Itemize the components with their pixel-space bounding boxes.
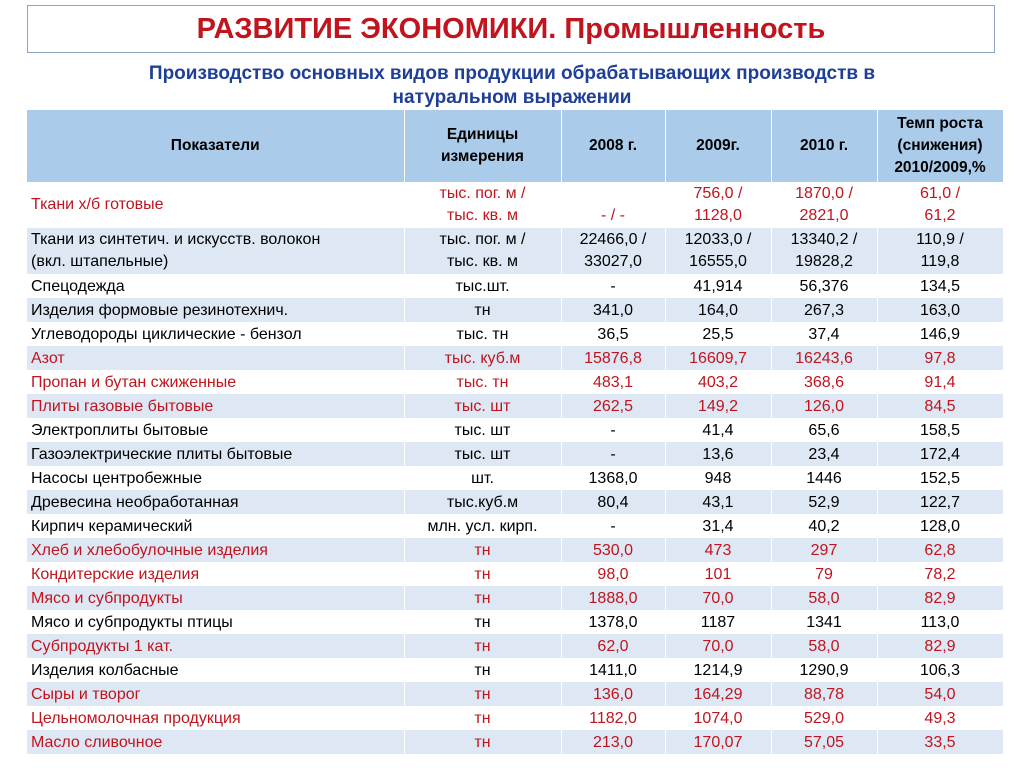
cell-growth: 78,2	[877, 562, 1003, 586]
cell-indicator: Мясо и субпродукты	[27, 586, 404, 610]
table-row	[27, 610, 1003, 634]
table-row	[27, 274, 1003, 298]
cell-2009: 101	[665, 562, 771, 586]
cell-growth: 134,5	[877, 274, 1003, 298]
title-box	[27, 5, 995, 53]
cell-2008: - / -	[561, 182, 665, 228]
subtitle-line-1: Производство основных видов продукции обрабатывающих производств в	[148, 63, 876, 84]
cell-indicator: Масло сливочное	[27, 730, 404, 754]
cell-growth: 33,5	[877, 730, 1003, 754]
table-row	[27, 394, 1003, 418]
cell-2010: 267,3	[771, 298, 877, 322]
cell-growth: 122,7	[877, 490, 1003, 514]
production-table	[27, 110, 1004, 754]
table-row	[27, 442, 1003, 466]
table-row	[27, 298, 1003, 322]
cell-2010: 56,376	[771, 274, 877, 298]
header-unit: Единицы измерения	[404, 110, 561, 182]
cell-2008: -	[561, 274, 665, 298]
cell-2009: 756,0 / 1128,0	[665, 182, 771, 228]
cell-unit: тн	[404, 634, 561, 658]
table-row	[27, 346, 1003, 370]
cell-2009: 43,1	[665, 490, 771, 514]
cell-indicator: Кондитерские изделия	[27, 562, 404, 586]
cell-2010: 1870,0 / 2821,0	[771, 182, 877, 228]
header-2009: 2009г.	[665, 110, 771, 182]
cell-growth: 82,9	[877, 634, 1003, 658]
cell-2010: 368,6	[771, 370, 877, 394]
cell-2010: 65,6	[771, 418, 877, 442]
cell-2010: 16243,6	[771, 346, 877, 370]
table-row	[27, 634, 1003, 658]
cell-2008: -	[561, 442, 665, 466]
cell-unit: тн	[404, 538, 561, 562]
cell-unit: тн	[404, 298, 561, 322]
cell-indicator: Газоэлектрические плиты бытовые	[27, 442, 404, 466]
cell-2008: 341,0	[561, 298, 665, 322]
cell-unit: тн	[404, 730, 561, 754]
cell-growth: 84,5	[877, 394, 1003, 418]
cell-2010: 126,0	[771, 394, 877, 418]
cell-growth: 172,4	[877, 442, 1003, 466]
cell-indicator: Ткани из синтетич. и искусств. волокон (вкл. штапельные)	[27, 228, 404, 274]
cell-2008: 36,5	[561, 322, 665, 346]
cell-growth: 91,4	[877, 370, 1003, 394]
cell-growth: 49,3	[877, 706, 1003, 730]
header-growth: Темп роста (снижения) 2010/2009,%	[877, 110, 1003, 182]
table-row	[27, 538, 1003, 562]
cell-indicator: Изделия колбасные	[27, 658, 404, 682]
cell-2009: 41,914	[665, 274, 771, 298]
cell-2010: 297	[771, 538, 877, 562]
cell-2008: 136,0	[561, 682, 665, 706]
cell-2009: 70,0	[665, 586, 771, 610]
cell-2008: 22466,0 / 33027,0	[561, 228, 665, 274]
cell-growth: 62,8	[877, 538, 1003, 562]
cell-indicator: Углеводороды циклические - бензол	[27, 322, 404, 346]
cell-growth: 152,5	[877, 466, 1003, 490]
cell-unit: тыс. пог. м / тыс. кв. м	[404, 228, 561, 274]
cell-2009: 149,2	[665, 394, 771, 418]
cell-indicator: Субпродукты 1 кат.	[27, 634, 404, 658]
table-row	[27, 658, 1003, 682]
cell-unit: тыс. тн	[404, 322, 561, 346]
cell-2009: 41,4	[665, 418, 771, 442]
cell-unit: тн	[404, 586, 561, 610]
cell-indicator: Цельномолочная продукция	[27, 706, 404, 730]
cell-indicator: Насосы центробежные	[27, 466, 404, 490]
cell-unit: тыс. шт	[404, 394, 561, 418]
table-row	[27, 418, 1003, 442]
table-row	[27, 370, 1003, 394]
cell-2010: 1290,9	[771, 658, 877, 682]
table-row	[27, 586, 1003, 610]
cell-2010: 529,0	[771, 706, 877, 730]
cell-2010: 40,2	[771, 514, 877, 538]
cell-2008: 1411,0	[561, 658, 665, 682]
cell-2009: 31,4	[665, 514, 771, 538]
header-2010: 2010 г.	[771, 110, 877, 182]
cell-2008: -	[561, 418, 665, 442]
cell-unit: тыс.куб.м	[404, 490, 561, 514]
cell-unit: тыс. шт	[404, 442, 561, 466]
cell-2009: 170,07	[665, 730, 771, 754]
cell-2008: 1368,0	[561, 466, 665, 490]
cell-2008: -	[561, 514, 665, 538]
cell-2010: 88,78	[771, 682, 877, 706]
table-row	[27, 514, 1003, 538]
cell-2010: 79	[771, 562, 877, 586]
cell-2010: 23,4	[771, 442, 877, 466]
cell-2008: 530,0	[561, 538, 665, 562]
table-row	[27, 706, 1003, 730]
cell-2008: 1182,0	[561, 706, 665, 730]
cell-indicator: Древесина необработанная	[27, 490, 404, 514]
cell-unit: тн	[404, 658, 561, 682]
cell-2009: 70,0	[665, 634, 771, 658]
table-row	[27, 562, 1003, 586]
cell-growth: 146,9	[877, 322, 1003, 346]
cell-2009: 13,6	[665, 442, 771, 466]
cell-2008: 213,0	[561, 730, 665, 754]
cell-growth: 106,3	[877, 658, 1003, 682]
cell-growth: 97,8	[877, 346, 1003, 370]
cell-2010: 37,4	[771, 322, 877, 346]
cell-indicator: Сыры и творог	[27, 682, 404, 706]
subtitle-line-2: натуральном выражении	[392, 87, 632, 108]
cell-2010: 58,0	[771, 634, 877, 658]
page-title: РАЗВИТИЕ ЭКОНОМИКИ. Промышленность	[196, 12, 826, 45]
cell-indicator: Спецодежда	[27, 274, 404, 298]
cell-2009: 948	[665, 466, 771, 490]
cell-2009: 1214,9	[665, 658, 771, 682]
cell-indicator: Хлеб и хлебобулочные изделия	[27, 538, 404, 562]
cell-growth: 158,5	[877, 418, 1003, 442]
cell-unit: тыс. пог. м / тыс. кв. м	[404, 182, 561, 228]
table-row	[27, 228, 1003, 274]
cell-2008: 15876,8	[561, 346, 665, 370]
cell-unit: тн	[404, 610, 561, 634]
cell-growth: 113,0	[877, 610, 1003, 634]
cell-indicator: Плиты газовые бытовые	[27, 394, 404, 418]
cell-unit: шт.	[404, 466, 561, 490]
cell-2010: 58,0	[771, 586, 877, 610]
cell-growth: 128,0	[877, 514, 1003, 538]
cell-2010: 1446	[771, 466, 877, 490]
cell-2010: 57,05	[771, 730, 877, 754]
table-body	[27, 182, 1003, 754]
cell-indicator: Азот	[27, 346, 404, 370]
cell-2008: 262,5	[561, 394, 665, 418]
cell-2009: 1187	[665, 610, 771, 634]
cell-unit: тыс. куб.м	[404, 346, 561, 370]
cell-2010: 52,9	[771, 490, 877, 514]
cell-2010: 13340,2 / 19828,2	[771, 228, 877, 274]
table-row	[27, 730, 1003, 754]
cell-2009: 25,5	[665, 322, 771, 346]
cell-indicator: Кирпич керамический	[27, 514, 404, 538]
table-row	[27, 466, 1003, 490]
subtitle	[60, 62, 964, 110]
table-row	[27, 490, 1003, 514]
cell-2009: 403,2	[665, 370, 771, 394]
cell-indicator: Ткани х/б готовые	[27, 182, 404, 228]
cell-2009: 1074,0	[665, 706, 771, 730]
cell-indicator: Изделия формовые резинотехнич.	[27, 298, 404, 322]
cell-unit: тн	[404, 562, 561, 586]
table-row	[27, 322, 1003, 346]
cell-2008: 62,0	[561, 634, 665, 658]
cell-2009: 164,29	[665, 682, 771, 706]
cell-2008: 1378,0	[561, 610, 665, 634]
cell-2008: 483,1	[561, 370, 665, 394]
cell-unit: тыс. шт	[404, 418, 561, 442]
cell-2009: 473	[665, 538, 771, 562]
cell-indicator: Мясо и субпродукты птицы	[27, 610, 404, 634]
cell-unit: тн	[404, 706, 561, 730]
cell-2009: 164,0	[665, 298, 771, 322]
cell-growth: 163,0	[877, 298, 1003, 322]
cell-unit: млн. усл. кирп.	[404, 514, 561, 538]
table-header-row	[27, 110, 1003, 182]
cell-2008: 1888,0	[561, 586, 665, 610]
cell-2009: 16609,7	[665, 346, 771, 370]
cell-growth: 61,0 / 61,2	[877, 182, 1003, 228]
table-row	[27, 682, 1003, 706]
header-indicator: Показатели	[27, 110, 404, 182]
header-2008: 2008 г.	[561, 110, 665, 182]
cell-growth: 54,0	[877, 682, 1003, 706]
cell-indicator: Электроплиты бытовые	[27, 418, 404, 442]
cell-growth: 82,9	[877, 586, 1003, 610]
cell-unit: тыс.шт.	[404, 274, 561, 298]
cell-2010: 1341	[771, 610, 877, 634]
cell-growth: 110,9 / 119,8	[877, 228, 1003, 274]
cell-2008: 98,0	[561, 562, 665, 586]
cell-unit: тн	[404, 682, 561, 706]
cell-2008: 80,4	[561, 490, 665, 514]
cell-indicator: Пропан и бутан сжиженные	[27, 370, 404, 394]
cell-unit: тыс. тн	[404, 370, 561, 394]
table-row	[27, 182, 1003, 228]
cell-2009: 12033,0 / 16555,0	[665, 228, 771, 274]
